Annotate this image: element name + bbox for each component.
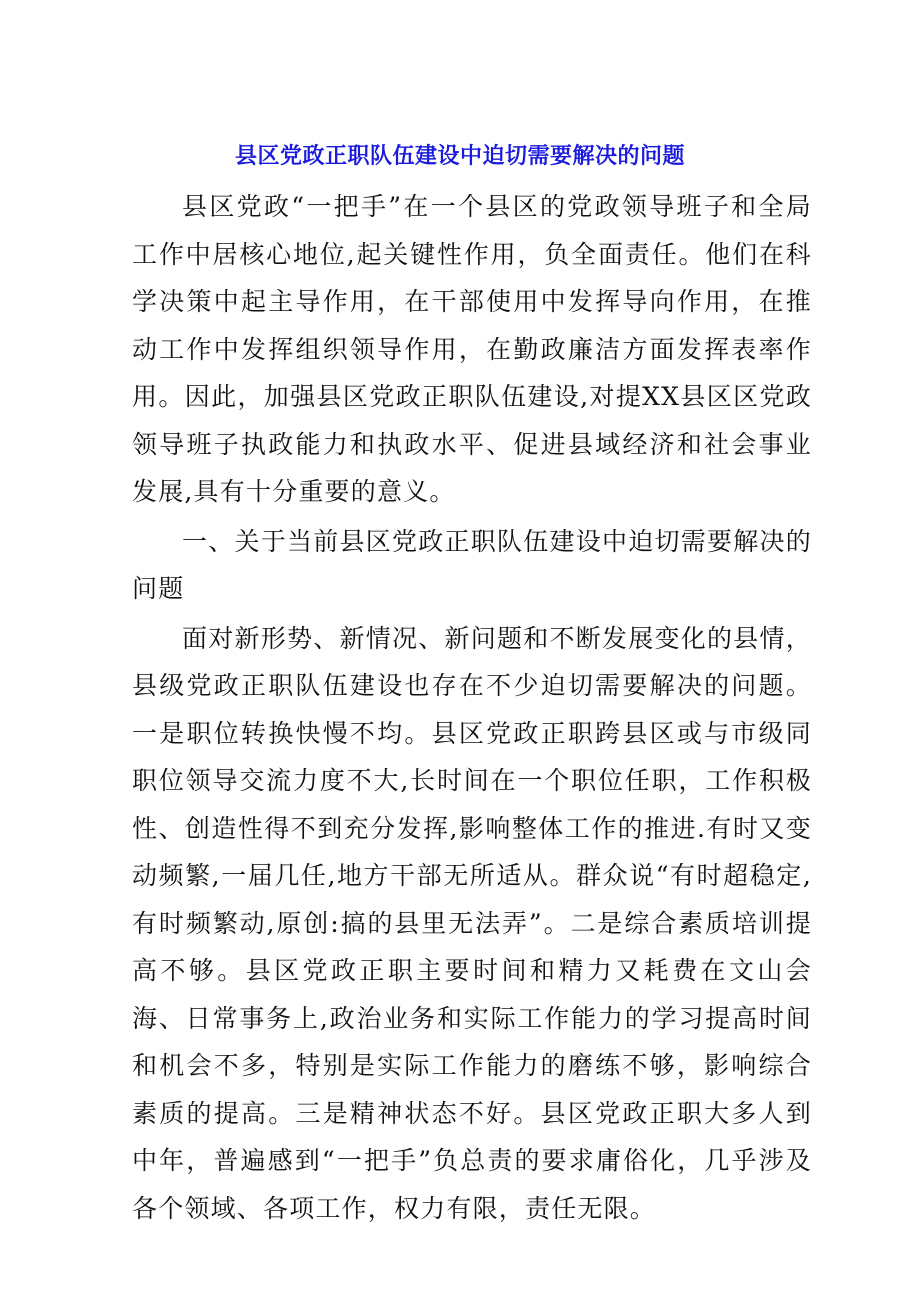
document-title: 县区党政正职队伍建设中迫切需要解决的问题	[234, 144, 685, 169]
section-heading-1: 一、关于当前县区党政正职队伍建设中迫切需要解决的问题	[132, 526, 812, 603]
paragraph-problems: 面对新形势、新情况、新问题和不断发展变化的县情，县级党政正职队伍建设也存在不少迫切需要解决的问题。一是职位转换快慢不均。县区党政正职跨县区或与市级同职位领导交流力度不大,长时间在一个职位任职，工作积极性、创造性得不到充分发挥,影响整体工作的推进.有时又变动频繁,一届几任,地方干部无所适从。群众说“有时超稳定,有时频繁动,原创:搞的县里无法弄”。二是综合素质培训提高不够。县区党政正职主要时间和精力又耗费在文山会海、日常事务上,政治业务和实际工作能力的学习提高时间和机会不多，特别是实际工作能力的磨练不够，影响综合素质的提高。三是精神状态不好。县区党政正职大多人到中年，普遍感到“一把手”负总责的要求庸俗化，几乎涉及各个领域、各项工作，权力有限，责任无限。	[132, 623, 812, 1223]
document-body	[132, 183, 812, 1232]
paragraph-intro: 县区党政“一把手”在一个县区的党政领导班子和全局工作中居核心地位,起关键性作用，负全面责任。他们在科学决策中起主导作用，在干部使用中发挥导向作用，在推动工作中发挥组织领导作用，在勤政廉洁方面发挥表率作用。因此，加强县区党政正职队伍建设,对提XX县区区党政领导班子执政能力和执政水平、促进县域经济和社会事业发展,具有十分重要的意义。	[132, 192, 812, 506]
